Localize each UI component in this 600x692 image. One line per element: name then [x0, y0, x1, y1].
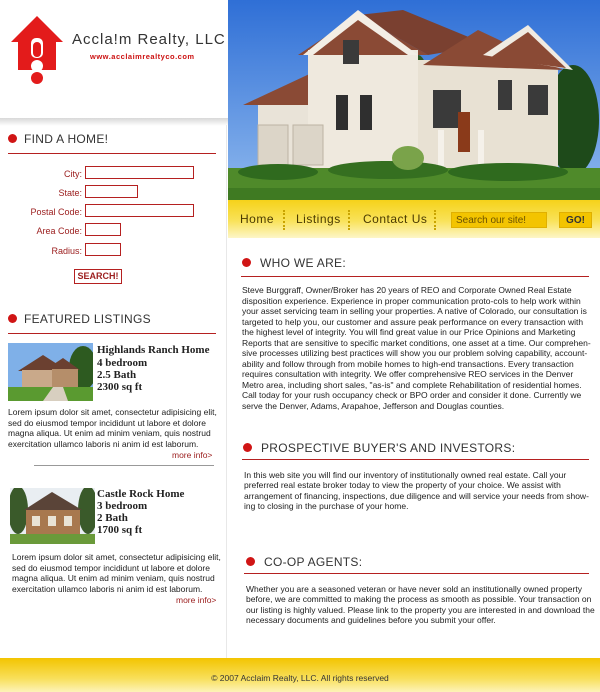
- state-label: State:: [58, 188, 82, 198]
- buyers-title: PROSPECTIVE BUYER'S AND INVESTORS:: [261, 441, 516, 455]
- listing-desc-line: exercitation ullamco laboris ni anim id est laborum.: [8, 439, 199, 449]
- listing-title[interactable]: Highlands Ranch Home: [97, 344, 210, 356]
- who-line: your asset servicing team in selling your properties. A native of Colorado, our consultation is: [242, 306, 587, 316]
- who-we-are-title: WHO WE ARE:: [260, 256, 346, 270]
- coop-agents-title: CO-OP AGENTS:: [264, 555, 363, 569]
- bullet-icon: [242, 258, 251, 267]
- who-line: serve the Denver, Adams, Arapahoe, Jefferson and Douglas counties.: [242, 401, 505, 411]
- listing-baths: 2 Bath: [97, 512, 128, 524]
- who-line: targeted to help you, our customer and assure peak performance on every transaction with: [242, 317, 584, 327]
- coop-line: before, we are committed to making the process as smooth as possible. Your transaction on: [246, 594, 592, 604]
- brand-name: Accla!m Realty, LLC: [72, 31, 226, 48]
- more-info-link[interactable]: more info>: [172, 450, 213, 460]
- city-field[interactable]: [85, 166, 194, 179]
- copyright-text: © 2007 Acclaim Realty, LLC. All rights reserved: [211, 673, 389, 683]
- listing-desc-line: Lorem ipsum dolor sit amet, consectetur adipisicing elit,: [8, 407, 217, 417]
- listing-desc-line: Lorem ipsum dolor sit amet, consectetur adipisicing elit,: [12, 552, 221, 562]
- who-line: requires consultation with integrity. We offer comprehensive REO services in the Denver: [242, 369, 574, 379]
- listing-desc-line: magna aliqua. Ut enim ad minim veniam, quis nostrud: [12, 573, 215, 583]
- buyers-line: arrangement of financing, inspections, due diligence and will service your needs from show-: [244, 491, 589, 501]
- who-line: sive processes utilizing best practices will show you our problem solving capability, account-: [242, 348, 588, 358]
- nav-contact-us[interactable]: Contact Us: [363, 212, 428, 226]
- section-rule: [241, 276, 589, 277]
- radius-label: Radius:: [51, 246, 82, 256]
- listing-bedrooms: 4 bedroom: [97, 357, 148, 369]
- listing-divider: [34, 465, 214, 466]
- who-line: disposition experience. Experience in proper communication proto-cols to help work within: [242, 296, 581, 306]
- buyers-line: ing to closing in the purchase of your home.: [244, 501, 409, 511]
- coop-line: Whether you are a seasoned veteran or have never sold an institutionally owned property: [246, 584, 582, 594]
- listing-size: 2300 sq ft: [97, 381, 143, 393]
- featured-listings-title: FEATURED LISTINGS: [24, 312, 151, 326]
- postal-code-field[interactable]: [85, 204, 194, 217]
- nav-home[interactable]: Home: [240, 212, 275, 226]
- who-line: Call today for your rush occupancy check or BPO order and consider it done. Currently we: [242, 390, 582, 400]
- state-field[interactable]: [85, 185, 138, 198]
- listing-size: 1700 sq ft: [97, 524, 143, 536]
- more-info-link[interactable]: more info>: [176, 595, 217, 605]
- section-rule: [8, 333, 216, 334]
- house-logo-icon[interactable]: [9, 14, 65, 86]
- buyers-line: preferred real estate broker today to view the property of your choice. We assist with: [244, 480, 561, 490]
- hero-house-image: [228, 0, 600, 200]
- coop-line: necessary documents and guidelines before you submit your offer.: [246, 615, 496, 625]
- section-rule: [242, 459, 589, 460]
- site-search-input[interactable]: Search our site!: [451, 212, 547, 228]
- listing-desc-line: sed do eiusmod tempor incididunt ut labore et dolore: [8, 418, 206, 428]
- listing-baths: 2.5 Bath: [97, 369, 137, 381]
- nav-separator: [434, 210, 438, 230]
- go-button[interactable]: GO!: [559, 212, 592, 228]
- who-line: the highest level of integrity. You will find great value in our Price Opinions and Marketing: [242, 327, 576, 337]
- area-code-label: Area Code:: [36, 226, 82, 236]
- listing-desc-line: sed do eiusmod tempor incididunt ut labore et dolore: [12, 563, 210, 573]
- nav-separator: [283, 210, 287, 230]
- bullet-icon: [243, 443, 252, 452]
- search-button[interactable]: SEARCH!: [74, 269, 122, 284]
- section-rule: [8, 153, 216, 154]
- logo-shadow: [0, 118, 228, 126]
- listing-photo-castle-rock[interactable]: [10, 488, 95, 544]
- listing-photo-highlands[interactable]: [8, 343, 93, 401]
- coop-line: our listing is highly valued. Please link to the property you are interested in and download the: [246, 605, 595, 615]
- who-line: ability and follow through from mobile homes to high-end transactions. Every transaction: [242, 359, 574, 369]
- who-line: Metro area, including short sales, "as-is" and complete Rehabilitation of residential homes.: [242, 380, 582, 390]
- who-line: Reports that are sensitive to specific market conditions, one asset at a time. Our comprehen-: [242, 338, 591, 348]
- bullet-icon: [246, 557, 255, 566]
- listing-title[interactable]: Castle Rock Home: [97, 488, 185, 500]
- listing-desc-line: exercitation ullamco laboris ni anim id est laborum.: [12, 584, 203, 594]
- buyers-line: In this web site you will find our inventory of institutionally owned real estate. Call your: [244, 470, 567, 480]
- listing-desc-line: magna aliqua. Ut enim ad minim veniam, quis nostrud: [8, 428, 211, 438]
- listing-bedrooms: 3 bedroom: [97, 500, 148, 512]
- city-label: City:: [64, 169, 82, 179]
- who-line: Steve Burggraff, Owner/Broker has 20 years of REO and Corporate Owned Real Estate: [242, 285, 572, 295]
- section-rule: [244, 573, 589, 574]
- postal-code-label: Postal Code:: [30, 207, 82, 217]
- area-code-field[interactable]: [85, 223, 121, 236]
- nav-separator: [348, 210, 352, 230]
- find-home-title: FIND A HOME!: [24, 132, 109, 146]
- bullet-icon: [8, 134, 17, 143]
- brand-url[interactable]: www.acclaimrealtyco.com: [90, 52, 195, 61]
- column-divider: [226, 125, 227, 658]
- bullet-icon: [8, 314, 17, 323]
- radius-field[interactable]: [85, 243, 121, 256]
- nav-listings[interactable]: Listings: [296, 212, 341, 226]
